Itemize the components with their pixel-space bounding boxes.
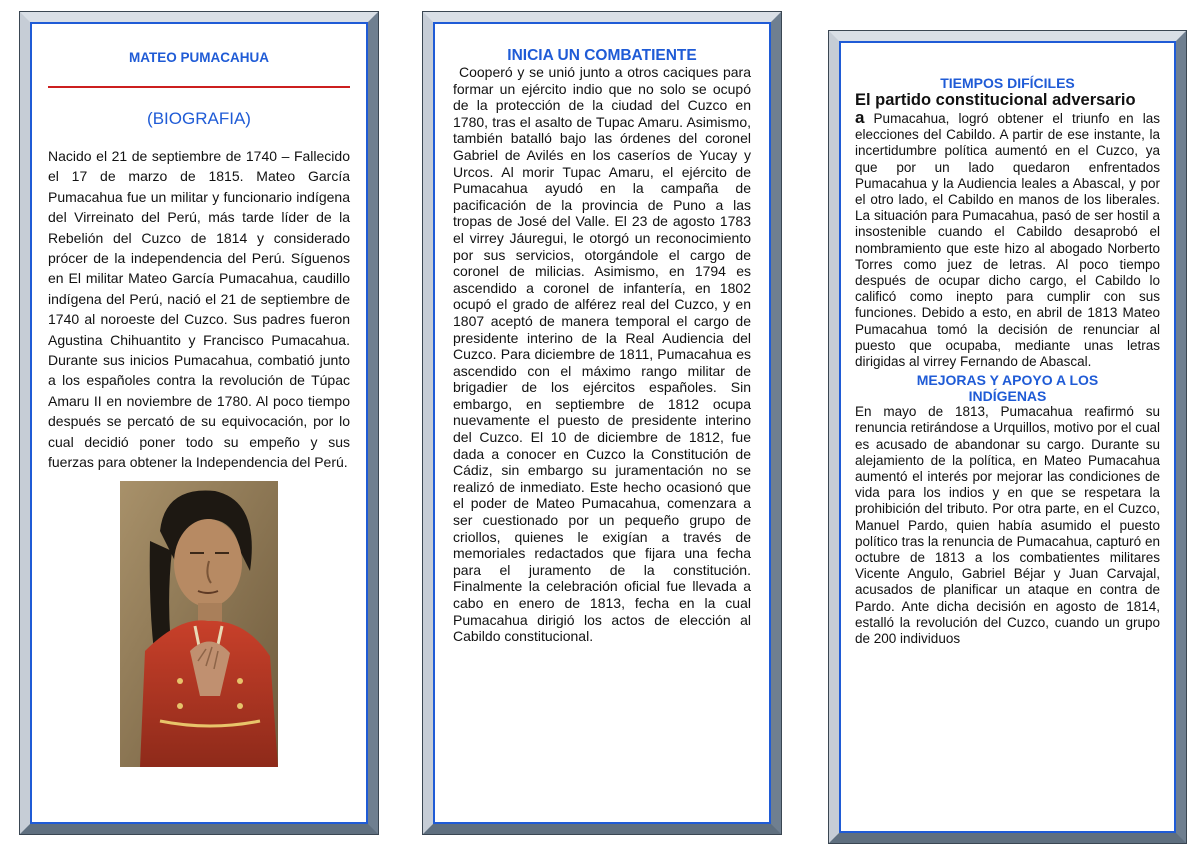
difficult-times-title: TIEMPOS DIFÍCILES	[940, 75, 1075, 91]
biography-title: MATEO PUMACAHUA	[129, 50, 269, 65]
difficult-times-body: Pumacahua, logró obtener el triunfo en las elecciones del Cabildo. A partir de ese instante, la incertidumbre política aumentó en el Cuzco, ya que por un lado quedaron enfrentados Pumacahua y la Audiencia leales a Abascal, y por el otro lado, el Cabildo en manos de los liberales. La situación para Pumacahua, pasó de ser hostil a insostenible cuando el Cabildo desaprobó el nombramiento que este hizo al abogado Norberto Torres como juez de letras. Al poco tiempo después de ocupar dicho cargo, el Cabildo lo calificó como inepto para cumplir con sus funciones. Debido a esto, en abril de 1813 Mateo Pumacahua tomó la decisión de renunciar al puesto que ocupaba, mediante unas letras dirigidas al virrey Fernando de Abascal.	[855, 111, 1160, 370]
panel-biography	[20, 12, 378, 834]
combatant-title: INICIA UN COMBATIENTE	[507, 47, 697, 64]
biography-subtitle: (BIOGRAFIA)	[147, 109, 251, 128]
party-subheading: El partido constitucional adversario	[855, 91, 1136, 109]
combatant-text: Cooperó y se unió junto a otros caciques para formar un ejército indio que no solo se ocupó de la protección de la ciudad del Cuzco en 1780, tras el asalto de Tupac Amaru. Asimismo, también batalló bajo las órdenes del coronel Gabriel de Avilés en los caseríos de Yucay y Urcos. Al morir Tupac Amaru, el ejército de Pumacahua ayudó en la campaña de pacificación de la provincia de Puno a las tropas de José del Valle. El 23 de agosto 1783 el virrey Jáuregui, le otorgó un reconocimiento por sus servicios, otorgándole el cargo de coronel de milicias. Asimismo, en 1794 es ascendido a coronel de infantería, en 1802 ocupó el grado de alférez real del Cuzco, y en 1807 aceptó de manera temporal el cargo de presidente interino de la Real Audiencia del Cuzco. Para diciembre de 1811, Pumacahua es ascendido con el máximo rango militar de brigadier de los ejércitos españoles. Sin embargo, en septiembre de 1812 ocupa nuevamente el puesto de presidente interino del Cuzco. El 10 de diciembre de 1812, fue dada a conocer en Cuzco la Constitución de Cádiz, sin embargo su juramentación no se realizó de inmediato. Este hecho ocasionó que el poder de Mateo Pumacahua, comenzara a ser cuestionado por un pequeño grupo de criollos, quienes le exigían a través de memoriales redactados que fijara una fecha para el juramento de la constitución. Finalmente la celebración oficial fue llevada a cabo en enero de 1813, fecha en la cual Pumacahua dirigió los actos de elección al Cabildo constitucional.	[453, 64, 751, 645]
improvements-text: En mayo de 1813, Pumacahua reafirmó su renuncia retirándose a Urquillos, motivo por el cual es acusado de abandonar su cargo. Durante su alejamiento de la política, en Mateo Pumacahua aumentó el interés por mejorar las condiciones de vida para los indios y en que se respetara la prohibición del tributo. Por otra parte, en el Cuzco, Manuel Pardo, quien había asumido el puesto político tras la renuncia de Pumacahua, capturó en octubre de 1813 a los combatientes militares Vicente Angulo, Gabriel Béjar y Juan Carvajal, acusados de planificar un ataque en contra de Pardo. Ante dicha decisión en agosto de 1814, estalló la revolución del Cuzco, cuando un grupo de 200 individuos	[855, 404, 1160, 647]
panel-combatant	[423, 12, 781, 834]
portrait-image	[120, 481, 278, 767]
red-divider	[48, 86, 350, 88]
biography-text: Nacido el 21 de septiembre de 1740 – Fallecido el 17 de marzo de 1815. Mateo García Pumacahua fue un militar y funcionario indígena del Virreinato del Perú, más tarde líder de la Rebelión del Cuzco de 1814 y considerado prócer de la independencia del Perú. Síguenos en El militar Mateo García Pumacahua, caudillo indígena del Perú, nació el 21 de septiembre de 1740 al noroeste del Cuzco. Sus padres fueron Agustina Chihuantito y Francisco Pumacahua. Durante sus inicios Pumacahua, combatió junto a los españoles contra la revolución de Túpac Amaru II en noviembre de 1780. Al poco tiempo después se percató de su equivocación, por lo cual decidió poner todo su empeño y sus fuerzas para obtener la Independencia del Perú.	[48, 148, 350, 471]
difficult-times-text	[851, 110, 1164, 370]
improvements-title: MEJORAS Y APOYO A LOS INDÍGENAS	[916, 372, 1099, 405]
panel-difficult-times	[829, 31, 1186, 843]
drop-letter: a	[855, 108, 865, 127]
